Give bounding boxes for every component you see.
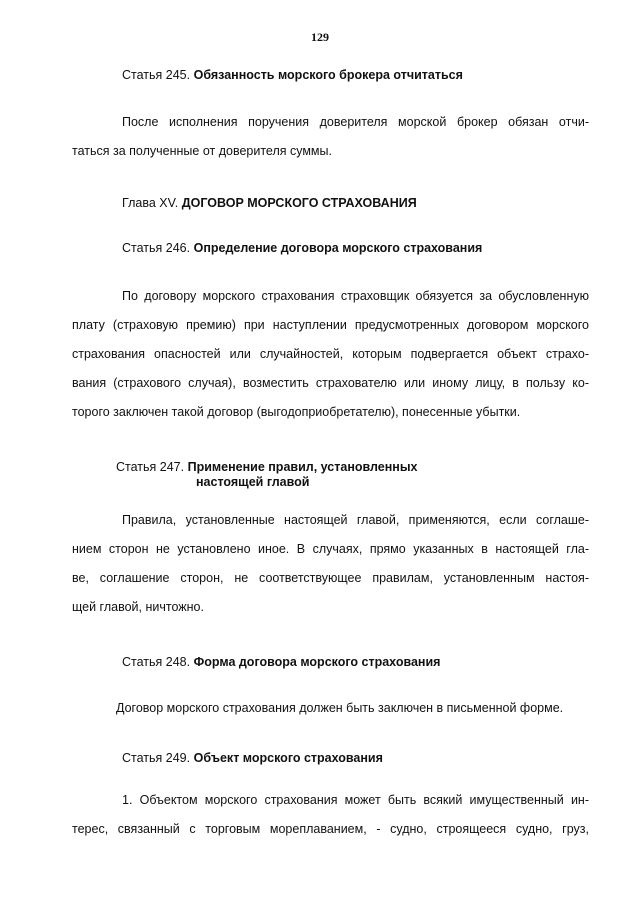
text-line: щей главой, ничтожно. (72, 600, 204, 614)
article-title: Обязанность морского брокера отчитаться (193, 68, 463, 82)
text-line: 1. Объектом морского страхования может быть всякий имущественный ин- (122, 793, 589, 807)
article-249-text (72, 786, 589, 844)
text-line: плату (страховую премию) при наступлении предусмотренных договором морского (72, 318, 589, 332)
text-line: вания (страхового случая), возместить страхователю или иному лицу, в пользу ко- (72, 376, 589, 390)
chapter-title: ДОГОВОР МОРСКОГО СТРАХОВАНИЯ (181, 196, 417, 210)
chapter-label: Глава XV. (122, 196, 179, 210)
article-title: Определение договора морского страхования (193, 241, 483, 255)
chapter-15-heading (122, 195, 417, 211)
article-247-text (72, 506, 589, 622)
article-246-heading (122, 240, 482, 256)
article-245-heading (122, 67, 463, 83)
article-title-continued: настоящей главой (196, 475, 310, 489)
article-245-text (72, 108, 589, 166)
text-line: ве, соглашение сторон, не соответствующее правилам, установленным настоя- (72, 571, 589, 585)
text-line: Правила, установленные настоящей главой, применяются, если соглаше- (122, 513, 589, 527)
article-249-heading (122, 750, 383, 766)
article-title: Применение правил, установленных (187, 460, 418, 474)
article-248-heading (122, 654, 440, 670)
text-line: торого заключен такой договор (выгодоприобретателю), понесенные убытки. (72, 405, 521, 419)
text-line: таться за полученные от доверителя суммы. (72, 144, 332, 158)
text-line: страхования опасностей или случайностей, которым подвергается объект страхо- (72, 347, 589, 361)
text-line: терес, связанный с торговым мореплаванием, - судно, строящееся судно, груз, (72, 822, 589, 836)
text-line: По договору морского страхования страховщик обязуется за обусловленную (122, 289, 589, 303)
page-number: 129 (311, 30, 329, 44)
article-246-text (72, 282, 589, 427)
article-title: Объект морского страхования (193, 751, 383, 765)
article-label: Статья 246. (122, 241, 191, 255)
article-label: Статья 247. (116, 460, 185, 474)
text-line: нием сторон не установлено иное. В случаях, прямо указанных в настоящей гла- (72, 542, 589, 556)
article-247-heading (116, 460, 417, 490)
article-248-text (116, 694, 596, 723)
article-label: Статья 249. (122, 751, 191, 765)
article-title: Форма договора морского страхования (193, 655, 441, 669)
article-label: Статья 248. (122, 655, 191, 669)
text-line: После исполнения поручения доверителя морской брокер обязан отчи- (122, 115, 589, 129)
article-label: Статья 245. (122, 68, 191, 82)
text-line: Договор морского страхования должен быть заключен в письменной форме. (116, 701, 564, 715)
